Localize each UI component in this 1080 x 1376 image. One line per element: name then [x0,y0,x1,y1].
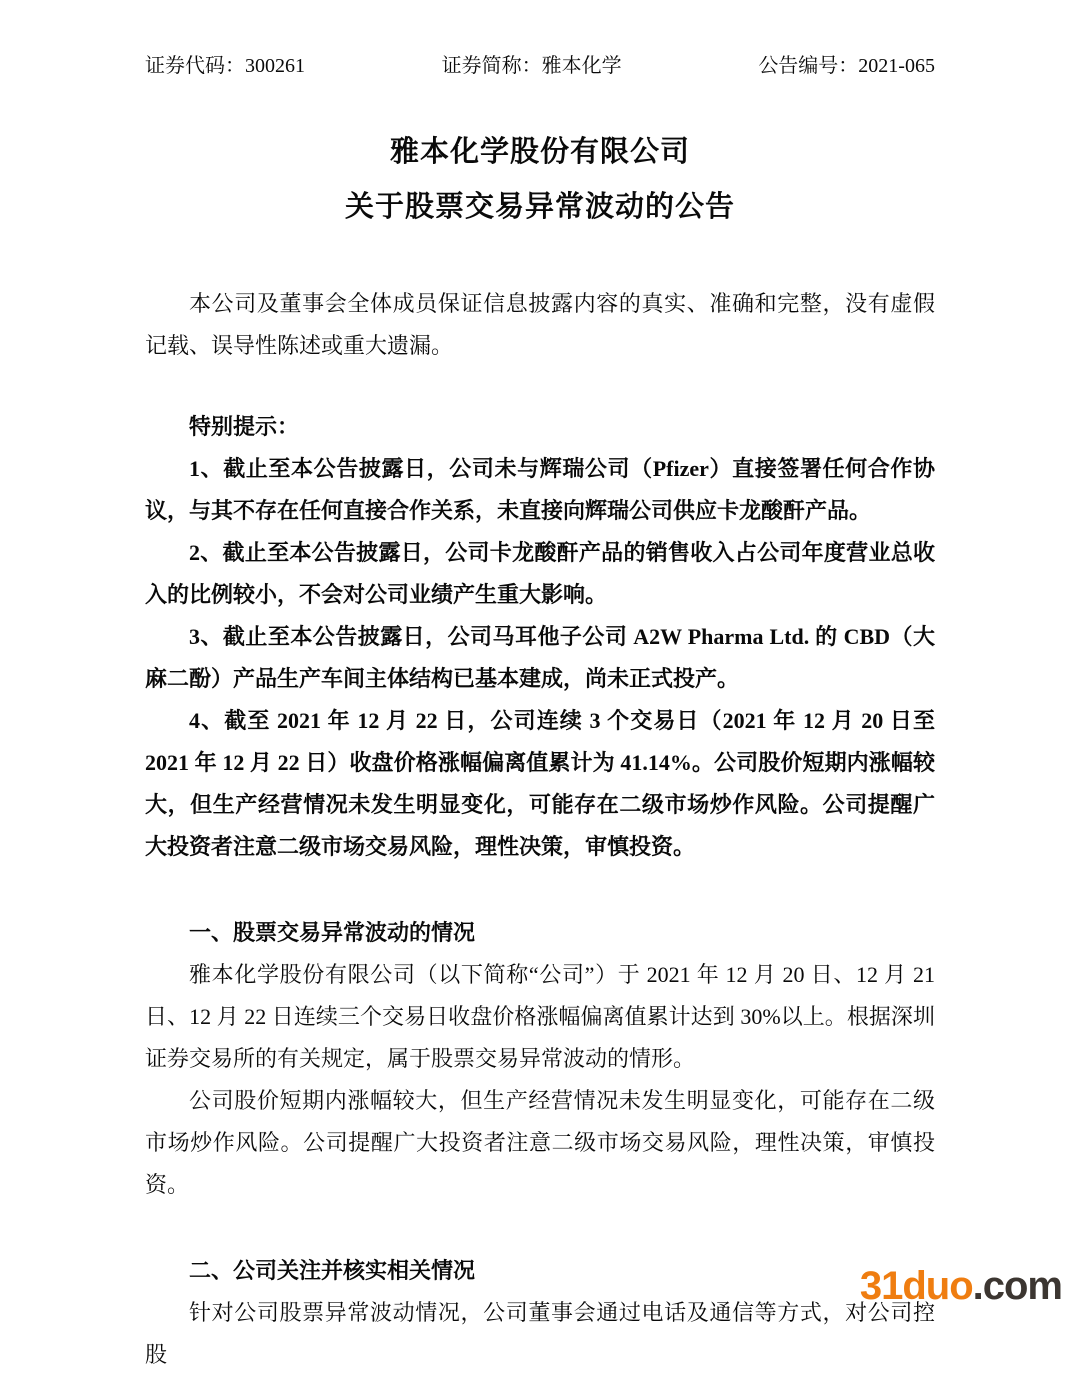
announcement-title: 关于股票交易异常波动的公告 [344,191,735,223]
company-name-title: 雅本化学股份有限公司 [389,136,690,168]
section-2-heading: 二、公司关注并核实相关情况 [189,1258,476,1283]
board-statement-paragraph: 本公司及董事会全体成员保证信息披露内容的真实、准确和完整，没有虚假记载、误导性陈述或重大遗漏。 [145,291,935,358]
watermark-site-tld: .com [972,1264,1062,1308]
special-notice-heading: 特别提示： [189,414,300,439]
stock-short-name-text: 证券简称：雅本化学 [441,55,622,77]
section-1-heading: 一、股票交易异常波动的情况 [189,920,476,945]
section-1-paragraph-1: 雅本化学股份有限公司（以下简称“公司”）于 2021 年 12 月 20 日、12 月 21 日、12 月 22 日连续三个交易日收盘价格涨幅偏离值累计达到 30%以上。根据深圳证券交易所的有关规定，属于股票交易异常波动的情形。 [145,962,935,1071]
watermark [860,1266,1062,1306]
special-notice-item-3: 3、截止至本公告披露日，公司马耳他子公司 A2W Pharma Ltd. 的 CBD（大麻二酚）产品生产车间主体结构已基本建成，尚未正式投产。 [145,624,935,691]
document-header [145,52,935,80]
section-2-paragraph-1: 针对公司股票异常波动情况，公司董事会通过电话及通信等方式，对公司控股 [145,1300,935,1367]
special-notice-item-1: 1、截止至本公告披露日，公司未与辉瑞公司（Pfizer）直接签署任何合作协议，与其不存在任何直接合作关系，未直接向辉瑞公司供应卡龙酸酐产品。 [145,456,935,523]
special-notice-item-2: 2、截止至本公告披露日，公司卡龙酸酐产品的销售收入占公司年度营业总收入的比例较小，不会对公司业绩产生重大影响。 [145,540,935,607]
announcement-number-text: 公告编号：2021-065 [758,55,935,77]
stock-code-text: 证券代码：300261 [145,55,305,77]
section-1-paragraph-2: 公司股价短期内涨幅较大，但生产经营情况未发生明显变化，可能存在二级市场炒作风险。公司提醒广大投资者注意二级市场交易风险，理性决策，审慎投资。 [145,1088,935,1197]
watermark-site-name: 31duo [859,1264,973,1308]
special-notice-item-4: 4、截至 2021 年 12 月 22 日，公司连续 3 个交易日（2021 年 12 月 20 日至 2021 年 12 月 22 日）收盘价格涨幅偏离值累计为 41.14%。公司股价短期内涨幅较大，但生产经营情况未发生明显变化，可能存在二级市场炒作风险。公司提醒广大投资者注意二级市场交易风险，理性决策，审慎投资。 [145,708,935,859]
